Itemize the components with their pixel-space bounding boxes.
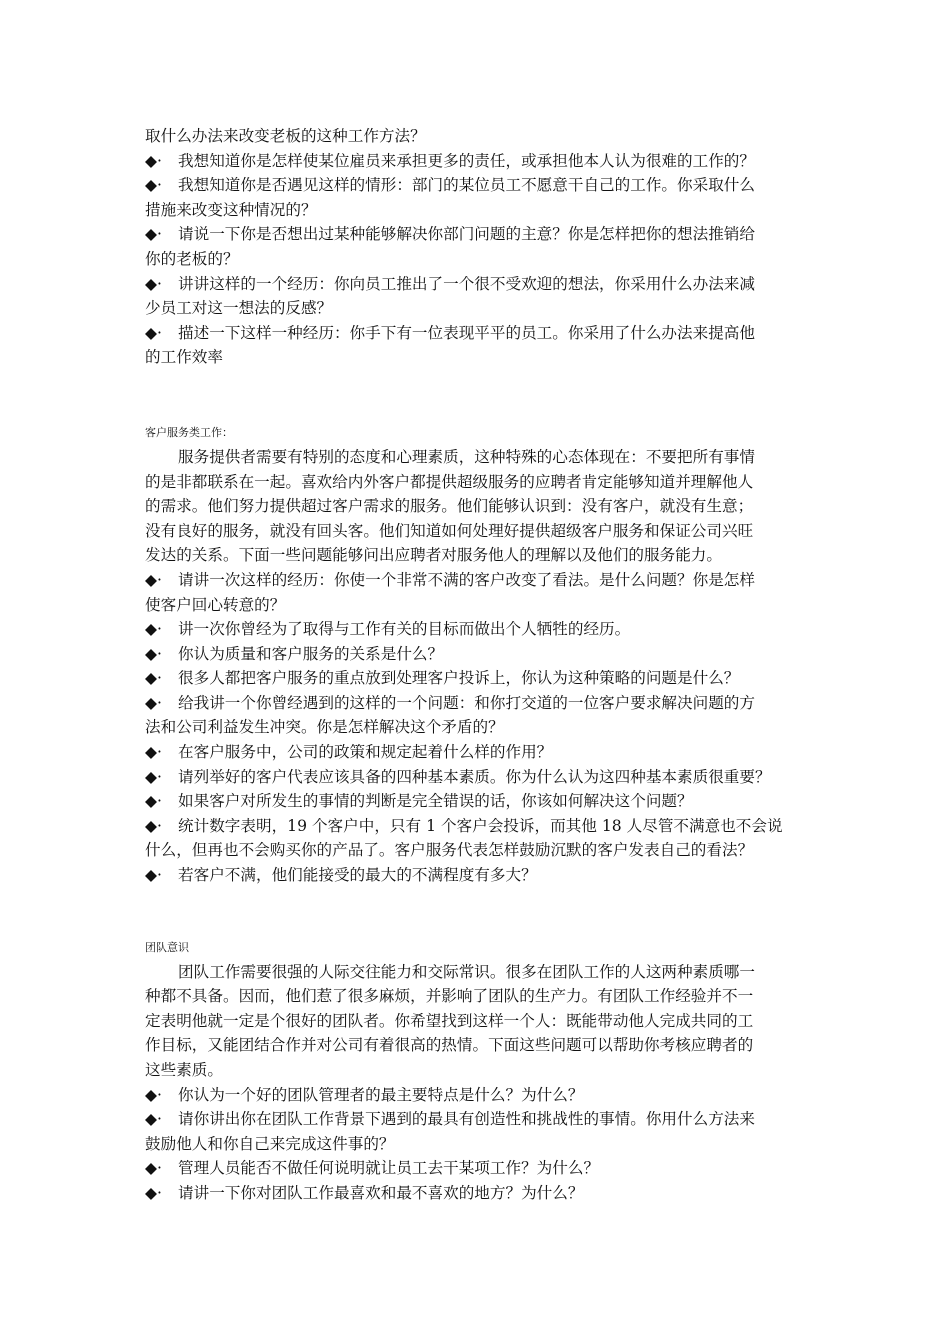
list-item-text: 你的老板的？ [145, 249, 239, 268]
list-item-text: 请列举好的客户代表应该具备的四种基本素质。你为什么认为这四种基本素质很重要？ [178, 767, 771, 786]
list-item-first-line [145, 1181, 810, 1206]
list-item [145, 740, 810, 765]
paragraph-line: 作目标，又能团结合作并对公司有着很高的热情。下面这些问题可以帮助你考核应聘者的 [145, 1036, 754, 1055]
list-item [145, 173, 810, 222]
section3-paragraph [145, 960, 810, 1083]
diamond-bullet-icon: ◆· [145, 1159, 162, 1178]
list-item [145, 666, 810, 691]
list-item-text: 措施来改变这种情况的？ [145, 200, 317, 219]
list-item-first-line [145, 691, 810, 716]
list-item-continuation [145, 345, 810, 370]
list-item-text: 讲一次你曾经为了取得与工作有关的目标而做出个人牺牲的经历。 [178, 620, 631, 639]
list-item-text: 在客户服务中，公司的政策和规定起着什么样的作用？ [178, 743, 553, 762]
list-item [145, 617, 810, 642]
paragraph-line: 的需求。他们努力提供超过客户需求的服务。他们能够认识到：没有客户，就没有生意； [145, 497, 754, 516]
list-item-text: 很多人都把客户服务的重点放到处理客户投诉上，你认为这种策略的问题是什么？ [178, 669, 740, 688]
diamond-bullet-icon: ◆· [145, 767, 162, 786]
list-item-first-line [145, 568, 810, 593]
list-item [145, 568, 810, 617]
section2-paragraph [145, 445, 810, 568]
list-item [145, 1083, 810, 1108]
list-item-continuation [145, 715, 810, 740]
list-item-continuation [145, 838, 810, 863]
diamond-bullet-icon: ◆· [145, 274, 162, 293]
list-item-first-line [145, 222, 810, 247]
section3-list [145, 1083, 810, 1206]
list-item-continuation [145, 593, 810, 618]
section-heading-teamwork: 团队意识 [145, 940, 189, 954]
paragraph-line: 团队工作需要很强的人际交往能力和交际常识。很多在团队工作的人这两种素质哪一 [178, 962, 755, 981]
paragraph-line: 的是非都联系在一起。喜欢给内外客户都提供超级服务的应聘者肯定能够知道并理解他人 [145, 472, 754, 491]
list-item-text: 请讲一下你对团队工作最喜欢和最不喜欢的地方？为什么？ [178, 1183, 584, 1202]
list-item [145, 321, 810, 370]
list-item-first-line [145, 321, 810, 346]
list-item-first-line [145, 617, 810, 642]
paragraph-line: 发达的关系。下面一些问题能够问出应聘者对服务他人的理解以及他们的服务能力。 [145, 546, 722, 565]
list-item-text: 你认为一个好的团队管理者的最主要特点是什么？为什么？ [178, 1085, 584, 1104]
diamond-bullet-icon: ◆· [145, 743, 162, 762]
list-item [145, 272, 810, 321]
list-item [145, 642, 810, 667]
list-item-text: 给我讲一个你曾经遇到的这样的一个问题：和你打交道的一位客户要求解决问题的方 [178, 693, 755, 712]
list-item-continuation [145, 198, 810, 223]
list-item-first-line [145, 765, 810, 790]
list-item-text: 管理人员能否不做任何说明就让员工去干某项工作？为什么？ [178, 1159, 600, 1178]
section1-list [145, 149, 810, 370]
list-item-first-line [145, 642, 810, 667]
list-item-text: 我想知道你是怎样使某位雇员来承担更多的责任，或承担他本人认为很难的工作的？ [178, 151, 755, 170]
diamond-bullet-icon: ◆· [145, 620, 162, 639]
list-item-first-line [145, 863, 810, 888]
list-item [145, 814, 810, 863]
diamond-bullet-icon: ◆· [145, 151, 162, 170]
diamond-bullet-icon: ◆· [145, 176, 162, 195]
list-item-text: 如果客户对所发生的事情的判断是完全错误的话，你该如何解决这个问题？ [178, 792, 693, 811]
list-item [145, 1156, 810, 1181]
list-item-text: 请你讲出你在团队工作背景下遇到的最具有创造性和挑战性的事情。你用什么方法来 [178, 1110, 755, 1129]
diamond-bullet-icon: ◆· [145, 570, 162, 589]
diamond-bullet-icon: ◆· [145, 866, 162, 885]
diamond-bullet-icon: ◆· [145, 1085, 162, 1104]
list-item-first-line [145, 1156, 810, 1181]
list-item-first-line [145, 740, 810, 765]
list-item [145, 863, 810, 888]
list-item [145, 765, 810, 790]
section-spacer [145, 888, 810, 940]
list-item-text: 少员工对这一想法的反感？ [145, 299, 333, 318]
list-item-text: 使客户回心转意的？ [145, 595, 286, 614]
list-item-text: 你认为质量和客户服务的关系是什么？ [178, 644, 444, 663]
diamond-bullet-icon: ◆· [145, 693, 162, 712]
list-item-text: 统计数字表明，19 个客户中，只有 1 个客户会投诉，而其他 18 人尽管不满意也不会说 [178, 816, 783, 835]
list-item-first-line [145, 149, 810, 174]
section-heading-customer-service: 客户服务类工作： [145, 425, 233, 439]
list-item-first-line [145, 173, 810, 198]
list-item-continuation [145, 1132, 810, 1157]
diamond-bullet-icon: ◆· [145, 644, 162, 663]
paragraph-line: 这些素质。 [145, 1061, 223, 1079]
list-item-continuation [145, 247, 810, 272]
list-item-continuation [145, 296, 810, 321]
paragraph-line: 取什么办法来改变老板的这种工作方法？ [145, 127, 426, 145]
diamond-bullet-icon: ◆· [145, 816, 162, 835]
list-item-text: 请说一下你是否想出过某种能够解决你部门问题的主意？你是怎样把你的想法推销给 [178, 225, 755, 244]
list-item-text: 法和公司利益发生冲突。你是怎样解决这个矛盾的？ [145, 718, 504, 737]
list-item-text: 鼓励他人和你自己来完成这件事的？ [145, 1134, 395, 1153]
list-item-text: 若客户不满，他们能接受的最大的不满程度有多大？ [178, 866, 537, 885]
paragraph-line: 定表明他就一定是个很好的团队者。你希望找到这样一个人：既能带动他人完成共同的工 [145, 1011, 754, 1030]
list-item-text: 讲讲这样的一个经历：你向员工推出了一个很不受欢迎的想法，你采用什么办法来减 [178, 274, 755, 293]
list-item [145, 691, 810, 740]
diamond-bullet-icon: ◆· [145, 1110, 162, 1129]
document-page [145, 124, 810, 1206]
diamond-bullet-icon: ◆· [145, 792, 162, 811]
list-item-first-line [145, 666, 810, 691]
list-item [145, 789, 810, 814]
diamond-bullet-icon: ◆· [145, 323, 162, 342]
section-spacer [145, 370, 810, 425]
list-item-text: 什么，但再也不会购买你的产品了。客户服务代表怎样鼓励沉默的客户发表自己的看法？ [145, 841, 754, 860]
list-item-first-line [145, 814, 810, 839]
list-item [145, 149, 810, 174]
paragraph-line: 服务提供者需要有特别的态度和心理素质，这种特殊的心态体现在：不要把所有事情 [178, 447, 755, 466]
paragraph-line: 种都不具备。因而，他们惹了很多麻烦，并影响了团队的生产力。有团队工作经验并不一 [145, 987, 754, 1006]
diamond-bullet-icon: ◆· [145, 1183, 162, 1202]
list-item-first-line [145, 1107, 810, 1132]
paragraph-line: 没有良好的服务，就没有回头客。他们知道如何处理好提供超级客户服务和保证公司兴旺 [145, 521, 754, 540]
list-item-first-line [145, 272, 810, 297]
list-item-text: 请讲一次这样的经历：你使一个非常不满的客户改变了看法。是什么问题？你是怎样 [178, 570, 755, 589]
list-item-first-line [145, 1083, 810, 1108]
diamond-bullet-icon: ◆· [145, 225, 162, 244]
list-item [145, 1181, 810, 1206]
list-item-text: 我想知道你是否遇见这样的情形：部门的某位员工不愿意干自己的工作。你采取什么 [178, 176, 755, 195]
list-item [145, 1107, 810, 1156]
list-item [145, 222, 810, 271]
list-item-text: 的工作效率 [145, 348, 223, 367]
list-item-text: 描述一下这样一种经历：你手下有一位表现平平的员工。你采用了什么办法来提高他 [178, 323, 755, 342]
diamond-bullet-icon: ◆· [145, 669, 162, 688]
list-item-first-line [145, 789, 810, 814]
intro-block [145, 124, 810, 149]
section2-list [145, 568, 810, 888]
